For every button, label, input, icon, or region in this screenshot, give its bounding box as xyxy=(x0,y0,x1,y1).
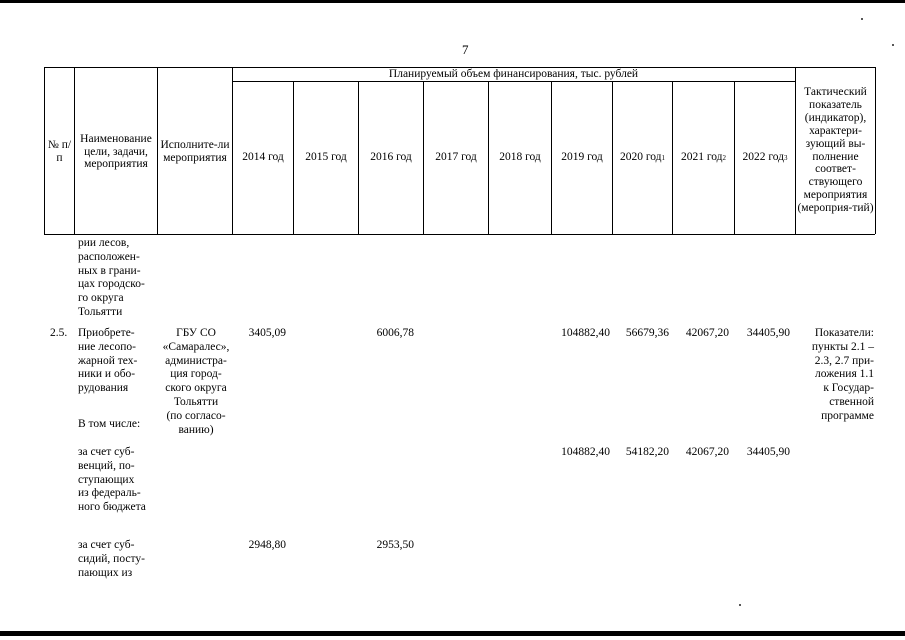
value-2016: 2953,50 xyxy=(376,539,414,551)
grid-line xyxy=(44,67,45,234)
header-year-2018 xyxy=(489,81,551,234)
value-2022: 34405,90 xyxy=(746,446,790,458)
header-tactical-indicator: Тактический показатель (индикатор), характери-зующий вы-полнение соответ-ствующего мероприятия (мероприя-тий) xyxy=(797,86,874,214)
header-year-2021: 2021 год 2 xyxy=(680,151,727,164)
sub-row-name: за счет суб- сидий, посту- пающих из xyxy=(78,539,145,579)
scan-speck xyxy=(739,604,741,606)
value-2014: 3405,09 xyxy=(248,327,286,339)
year-label: 2016 год xyxy=(370,151,412,164)
header-executor: Исполните-ли мероприятия xyxy=(160,139,230,164)
header-year-2014 xyxy=(233,81,293,234)
header-financing-group: Планируемый объем финансирования, тыс. рублей xyxy=(388,67,639,80)
scan-bottom-border xyxy=(0,631,905,636)
year-label: 2021 год xyxy=(680,151,723,164)
value-2014: 2948,80 xyxy=(248,539,286,551)
row-indicator: Показатели: пункты 2.1 – 2.3, 2.7 при- ложения 1.1 к Государ- ственной программе xyxy=(811,327,874,422)
row-incl-label: В том числе: xyxy=(78,418,141,430)
header-year-2019 xyxy=(552,81,612,234)
scan-top-border xyxy=(0,0,905,3)
header-year-2017 xyxy=(424,81,488,234)
header-year-2020: 2020 год 1 xyxy=(619,151,666,164)
row-number: 2.5. xyxy=(50,327,68,339)
value-2021: 42067,20 xyxy=(685,446,729,458)
grid-line xyxy=(875,67,876,234)
year-label: 2015 год xyxy=(305,151,347,164)
header-num: № п/п xyxy=(47,139,72,164)
value-2016: 6006,78 xyxy=(376,327,414,339)
header-year-2022: 2022 год 3 xyxy=(742,151,788,164)
year-label: 2017 год xyxy=(435,151,477,164)
header-bottom-line xyxy=(44,234,875,235)
year-label: 2022 год xyxy=(742,151,785,164)
continued-text: рии лесов, расположен- ных в грани- цах городско- го округа Тольятти xyxy=(78,237,145,318)
header-year-2015 xyxy=(294,81,358,234)
year-label: 2020 год xyxy=(619,151,662,164)
year-label: 2018 год xyxy=(499,151,541,164)
scan-speck xyxy=(892,44,894,46)
sub-row-name: за счет суб- венций, по- ступающих из федераль- ного бюджета xyxy=(78,446,146,514)
header-year-2016 xyxy=(359,81,423,234)
year-label: 2019 год xyxy=(561,151,603,164)
value-2019: 104882,40 xyxy=(561,446,610,458)
page-number: 7 xyxy=(462,42,469,57)
row-name: Приобрете- ние лесопо- жарной тех- ники и обо- рудования xyxy=(78,327,138,395)
value-2020: 54182,20 xyxy=(625,446,669,458)
value-2021: 42067,20 xyxy=(685,327,729,339)
value-2022: 34405,90 xyxy=(746,327,790,339)
value-2019: 104882,40 xyxy=(561,327,610,339)
scan-speck xyxy=(861,18,863,20)
value-2020: 56679,36 xyxy=(625,327,669,339)
grid-line xyxy=(795,67,796,234)
year-label: 2014 год xyxy=(242,151,284,164)
header-name: Наименование цели, задачи, мероприятия xyxy=(80,132,152,171)
row-executor: ГБУ СО «Самаралес», администра- ция город- ского округа Тольятти (по согласо- ванию) xyxy=(162,327,230,436)
